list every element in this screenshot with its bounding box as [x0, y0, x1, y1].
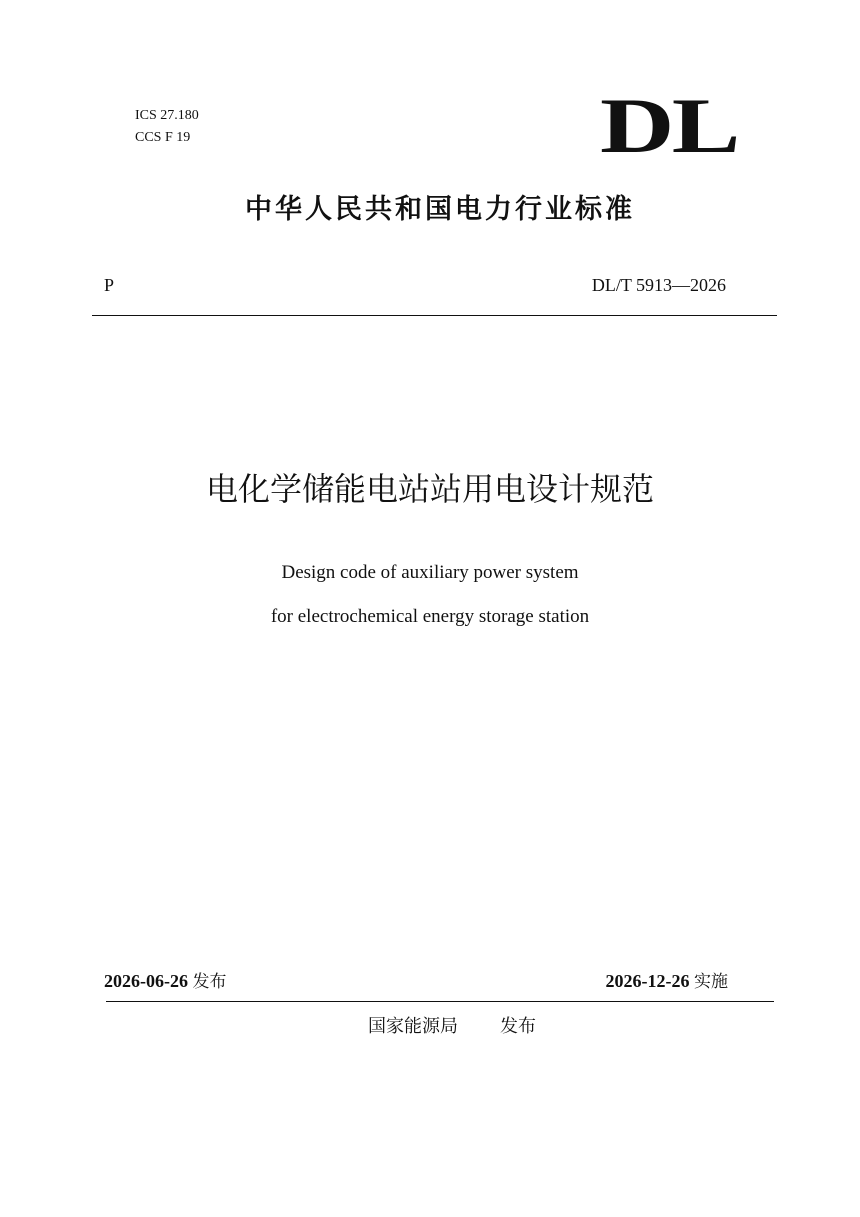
top-divider: [92, 315, 777, 316]
issue-date-value: 2026-06-26: [104, 971, 188, 991]
classification-letter: P: [104, 275, 115, 295]
issue-date: [104, 969, 227, 994]
implementation-label: 实施: [694, 972, 728, 992]
bottom-divider: [106, 1001, 774, 1002]
document-title-en-line2: for electrochemical energy storage station: [270, 606, 590, 627]
standard-number: DL/T 5913—2026: [591, 275, 726, 295]
document-title-cn: 电化学储能电站站用电设计规范: [205, 470, 654, 508]
issue-label: 发布: [192, 972, 227, 992]
dl-logo: DL: [600, 82, 738, 169]
publisher-name: 国家能源局: [368, 1016, 458, 1037]
implementation-date: [606, 969, 729, 994]
ccs-code: CCS F 19: [135, 130, 191, 145]
implementation-date-value: 2026-12-26: [605, 971, 690, 991]
ics-code: ICS 27.180: [135, 108, 199, 123]
document-title-en-line1: Design code of auxiliary power system: [281, 562, 579, 583]
industry-standard-title: 中华人民共和国电力行业标准: [245, 194, 635, 225]
publisher-action: 发布: [500, 1016, 536, 1037]
